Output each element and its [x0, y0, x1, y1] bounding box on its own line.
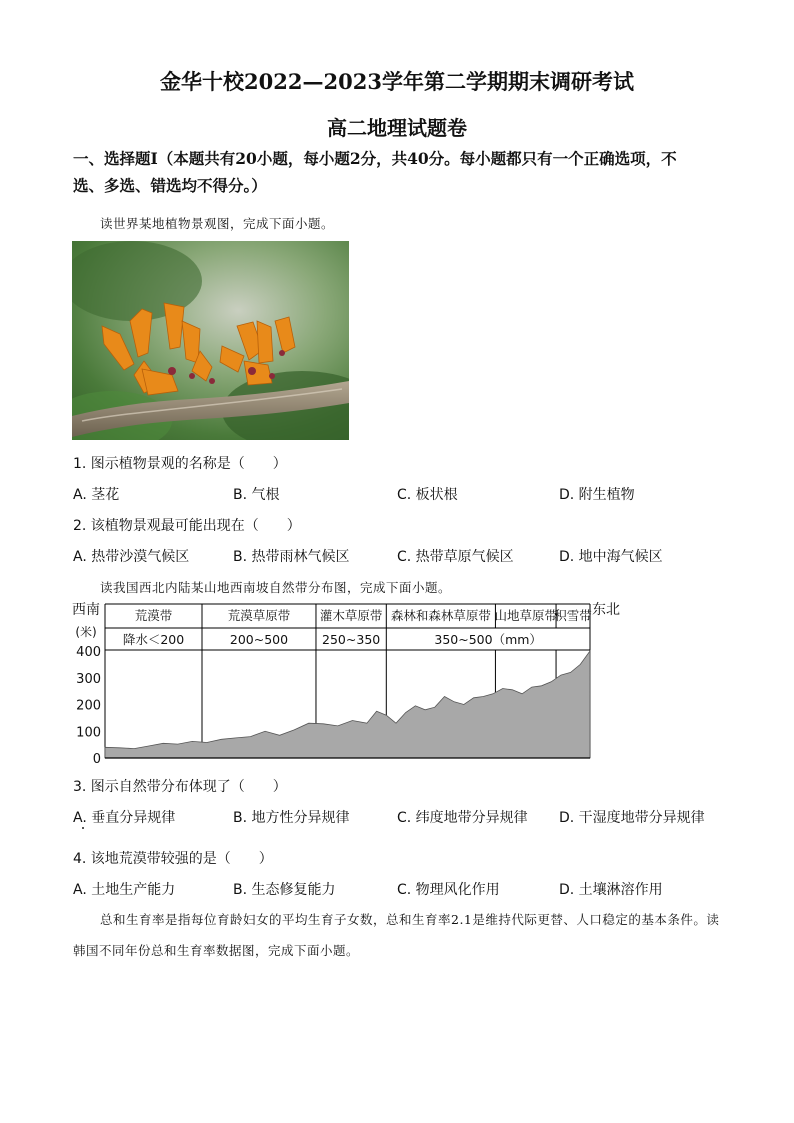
y-tick-label: 100: [76, 725, 101, 741]
q4-option-d[interactable]: D. 土壤淋溶作用: [559, 882, 663, 898]
exam-title: 金华十校2022—2023学年第二学期期末调研考试: [160, 69, 634, 94]
section-heading-line1: 一、选择题Ⅰ（本题共有20小题，每小题2分，共40分。每小题都只有一个正确选项，不: [73, 149, 677, 168]
q1-option-a[interactable]: A. 茎花: [73, 487, 120, 503]
q2-option-b[interactable]: B. 热带雨林气候区: [233, 549, 350, 565]
belt-label: 荒漠草原带: [227, 608, 291, 623]
q3-option-a[interactable]: A. 垂直分异规律: [73, 810, 176, 826]
belt-label: 森林和森林草原带: [390, 608, 491, 623]
q4-option-b[interactable]: B. 生态修复能力: [233, 882, 336, 898]
y-tick-label: 0: [92, 752, 101, 765]
belt-label: 荒漠带: [134, 608, 173, 623]
q3-option-b[interactable]: B. 地方性分异规律: [233, 810, 350, 826]
precip-label: 降水＜200: [122, 632, 185, 647]
belt-label: 灌木草原带: [319, 608, 383, 623]
question-2: 2. 该植物景观最可能出现在（ ）: [73, 518, 301, 534]
belt-label: 山地草原带: [494, 608, 557, 623]
q3-option-c[interactable]: C. 纬度地带分异规律: [397, 810, 528, 826]
q2-option-c[interactable]: C. 热带草原气候区: [397, 549, 514, 565]
precip-label: 250~350: [322, 632, 381, 647]
natural-belt-chart-svg: [70, 600, 630, 765]
y-unit-label: (米): [75, 625, 97, 639]
section-heading-line2: 选、多选、错选均不得分。）: [73, 176, 267, 195]
question-4: 4. 该地荒漠带较强的是（ ）: [73, 851, 273, 867]
question-1: 1. 图示植物景观的名称是（ ）: [73, 456, 287, 472]
intro-plant: 读世界某地植物景观图，完成下面小题。: [100, 216, 335, 231]
q4-option-a[interactable]: A. 土地生产能力: [73, 882, 176, 898]
natural-belt-chart: [70, 600, 630, 769]
intro-fertility: 总和生育率是指每位育龄妇女的平均生育子女数，总和生育率2.1是维持代际更替、人口稳定的基本条件。读韩国不同年份总和生育率数据图，完成下面小题。: [73, 912, 720, 958]
belt-label: 积雪带: [554, 608, 592, 623]
direction-left-label: 西南: [72, 602, 100, 618]
q4-option-c[interactable]: C. 物理风化作用: [397, 882, 500, 898]
q2-option-d[interactable]: D. 地中海气候区: [559, 549, 663, 565]
section-heading: [73, 145, 723, 199]
question-3: 3. 图示自然带分布体现了（ ）: [73, 779, 287, 795]
q2-option-a[interactable]: A. 热带沙漠气候区: [73, 549, 190, 565]
plant-photo-drawing: [72, 241, 349, 440]
precip-label: 350~500（mm）: [434, 632, 542, 647]
direction-right-label: 东北: [592, 602, 620, 618]
y-tick-label: 300: [76, 671, 101, 687]
precip-label: 200~500: [229, 632, 289, 647]
stray-mark: [82, 827, 84, 829]
q1-option-d[interactable]: D. 附生植物: [559, 487, 635, 503]
q1-option-b[interactable]: B. 气根: [233, 487, 280, 503]
q1-option-c[interactable]: C. 板状根: [397, 487, 458, 503]
exam-subtitle: 高二地理试题卷: [327, 116, 467, 140]
y-tick-label: 400: [76, 645, 101, 660]
intro-chart: 读我国西北内陆某山地西南坡自然带分布图，完成下面小题。: [100, 580, 452, 595]
plant-photo: [72, 241, 349, 440]
q3-option-d[interactable]: D. 干湿度地带分异规律: [559, 810, 705, 826]
terrain-profile-area: [105, 651, 590, 758]
y-tick-label: 200: [76, 698, 101, 714]
